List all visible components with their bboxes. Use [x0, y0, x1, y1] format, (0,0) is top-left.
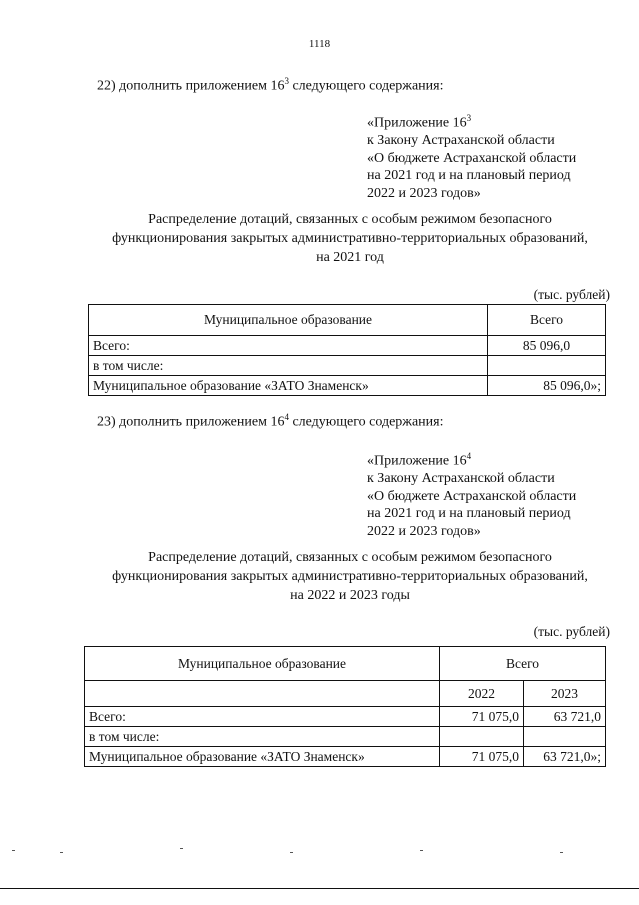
scan-speck: [290, 852, 293, 853]
table-row: [85, 747, 606, 767]
table-header-row: [89, 305, 606, 336]
table-row: [89, 336, 606, 356]
scan-speck: [420, 850, 423, 851]
column-header-municipality: Муниципальное образование: [85, 647, 440, 681]
table-heading: [70, 548, 630, 605]
units-label: (тыс. рублей): [533, 624, 610, 639]
table-row: [85, 707, 606, 727]
scan-speck: [60, 852, 63, 853]
appendix-line: 2022 и 2023 годов»: [367, 185, 481, 201]
column-header-total: Всего: [488, 305, 606, 336]
appendix-line: на 2021 год и на плановый период: [367, 168, 571, 184]
amendment-item-text: 23) дополнить приложением 16: [97, 414, 285, 430]
row-label: в том числе:: [89, 356, 488, 376]
row-label: Всего:: [85, 707, 440, 727]
table-subheader-row: [85, 681, 606, 707]
allocation-table-2022-2023: [84, 646, 606, 767]
table-row: [89, 376, 606, 396]
row-label: Всего:: [89, 336, 488, 356]
heading-line: функционирования закрытых административно-территориальных образований,: [112, 569, 588, 584]
table-row: [85, 727, 606, 747]
appendix-line: «О бюджете Астраханской области: [367, 488, 577, 504]
bottom-rule: [0, 888, 639, 889]
appendix-line: на 2021 год и на плановый период: [367, 506, 571, 522]
amendment-item-23: [97, 412, 444, 431]
empty-cell: [85, 681, 440, 707]
row-label: Муниципальное образование «ЗАТО Знаменск»: [85, 747, 440, 767]
column-header-municipality: Муниципальное образование: [89, 305, 488, 336]
heading-line: Распределение дотаций, связанных с особым режимом безопасного: [148, 212, 552, 227]
table-header-row: [85, 647, 606, 681]
heading-line: функционирования закрытых административно-территориальных образований,: [112, 231, 588, 246]
row-value-2023: [524, 727, 606, 747]
row-value: 85 096,0: [488, 336, 606, 356]
scan-speck: [12, 850, 15, 851]
row-value: [488, 356, 606, 376]
appendix-line: 2022 и 2023 годов»: [367, 523, 481, 539]
amendment-item-suffix: следующего содержания:: [288, 414, 444, 430]
scan-speck: [180, 848, 183, 849]
row-value-2022: 71 075,0: [440, 707, 524, 727]
column-header-total: Всего: [440, 647, 606, 681]
row-value-2022: 71 075,0: [440, 747, 524, 767]
amendment-item-22: [97, 76, 444, 95]
appendix-line: к Закону Астраханской области: [367, 471, 555, 487]
allocation-table-2021: [88, 304, 606, 396]
appendix-title: «Приложение $16^4$: [367, 451, 472, 469]
row-value-2023: 63 721,0: [524, 707, 606, 727]
column-header-year-2023: 2023: [524, 681, 606, 707]
appendix-line: к Закону Астраханской области: [367, 133, 555, 149]
row-value: 85 096,0»;: [488, 376, 606, 396]
row-label: Муниципальное образование «ЗАТО Знаменск»: [89, 376, 488, 396]
amendment-item-suffix: следующего содержания:: [288, 78, 444, 94]
column-header-year-2022: 2022: [440, 681, 524, 707]
scan-speck: [560, 852, 563, 853]
row-value-2023: 63 721,0»;: [524, 747, 606, 767]
amendment-item-sup: 3: [284, 76, 289, 86]
heading-line: на 2022 и 2023 годы: [290, 588, 410, 603]
amendment-item-text: 22) дополнить приложением 16: [97, 78, 285, 94]
table-heading: [70, 210, 630, 267]
amendment-item-sup: 4: [284, 412, 289, 422]
heading-line: Распределение дотаций, связанных с особым режимом безопасного: [148, 550, 552, 565]
heading-line: на 2021 год: [316, 250, 384, 265]
row-label: в том числе:: [85, 727, 440, 747]
appendix-header-16-3: [367, 110, 576, 202]
page-number: 1118: [308, 38, 331, 50]
appendix-line: «О бюджете Астраханской области: [367, 150, 577, 166]
table-row: [89, 356, 606, 376]
units-label: (тыс. рублей): [533, 287, 610, 302]
appendix-header-16-4: [367, 448, 576, 540]
row-value-2022: [440, 727, 524, 747]
appendix-title: «Приложение $16^3$: [367, 113, 472, 131]
